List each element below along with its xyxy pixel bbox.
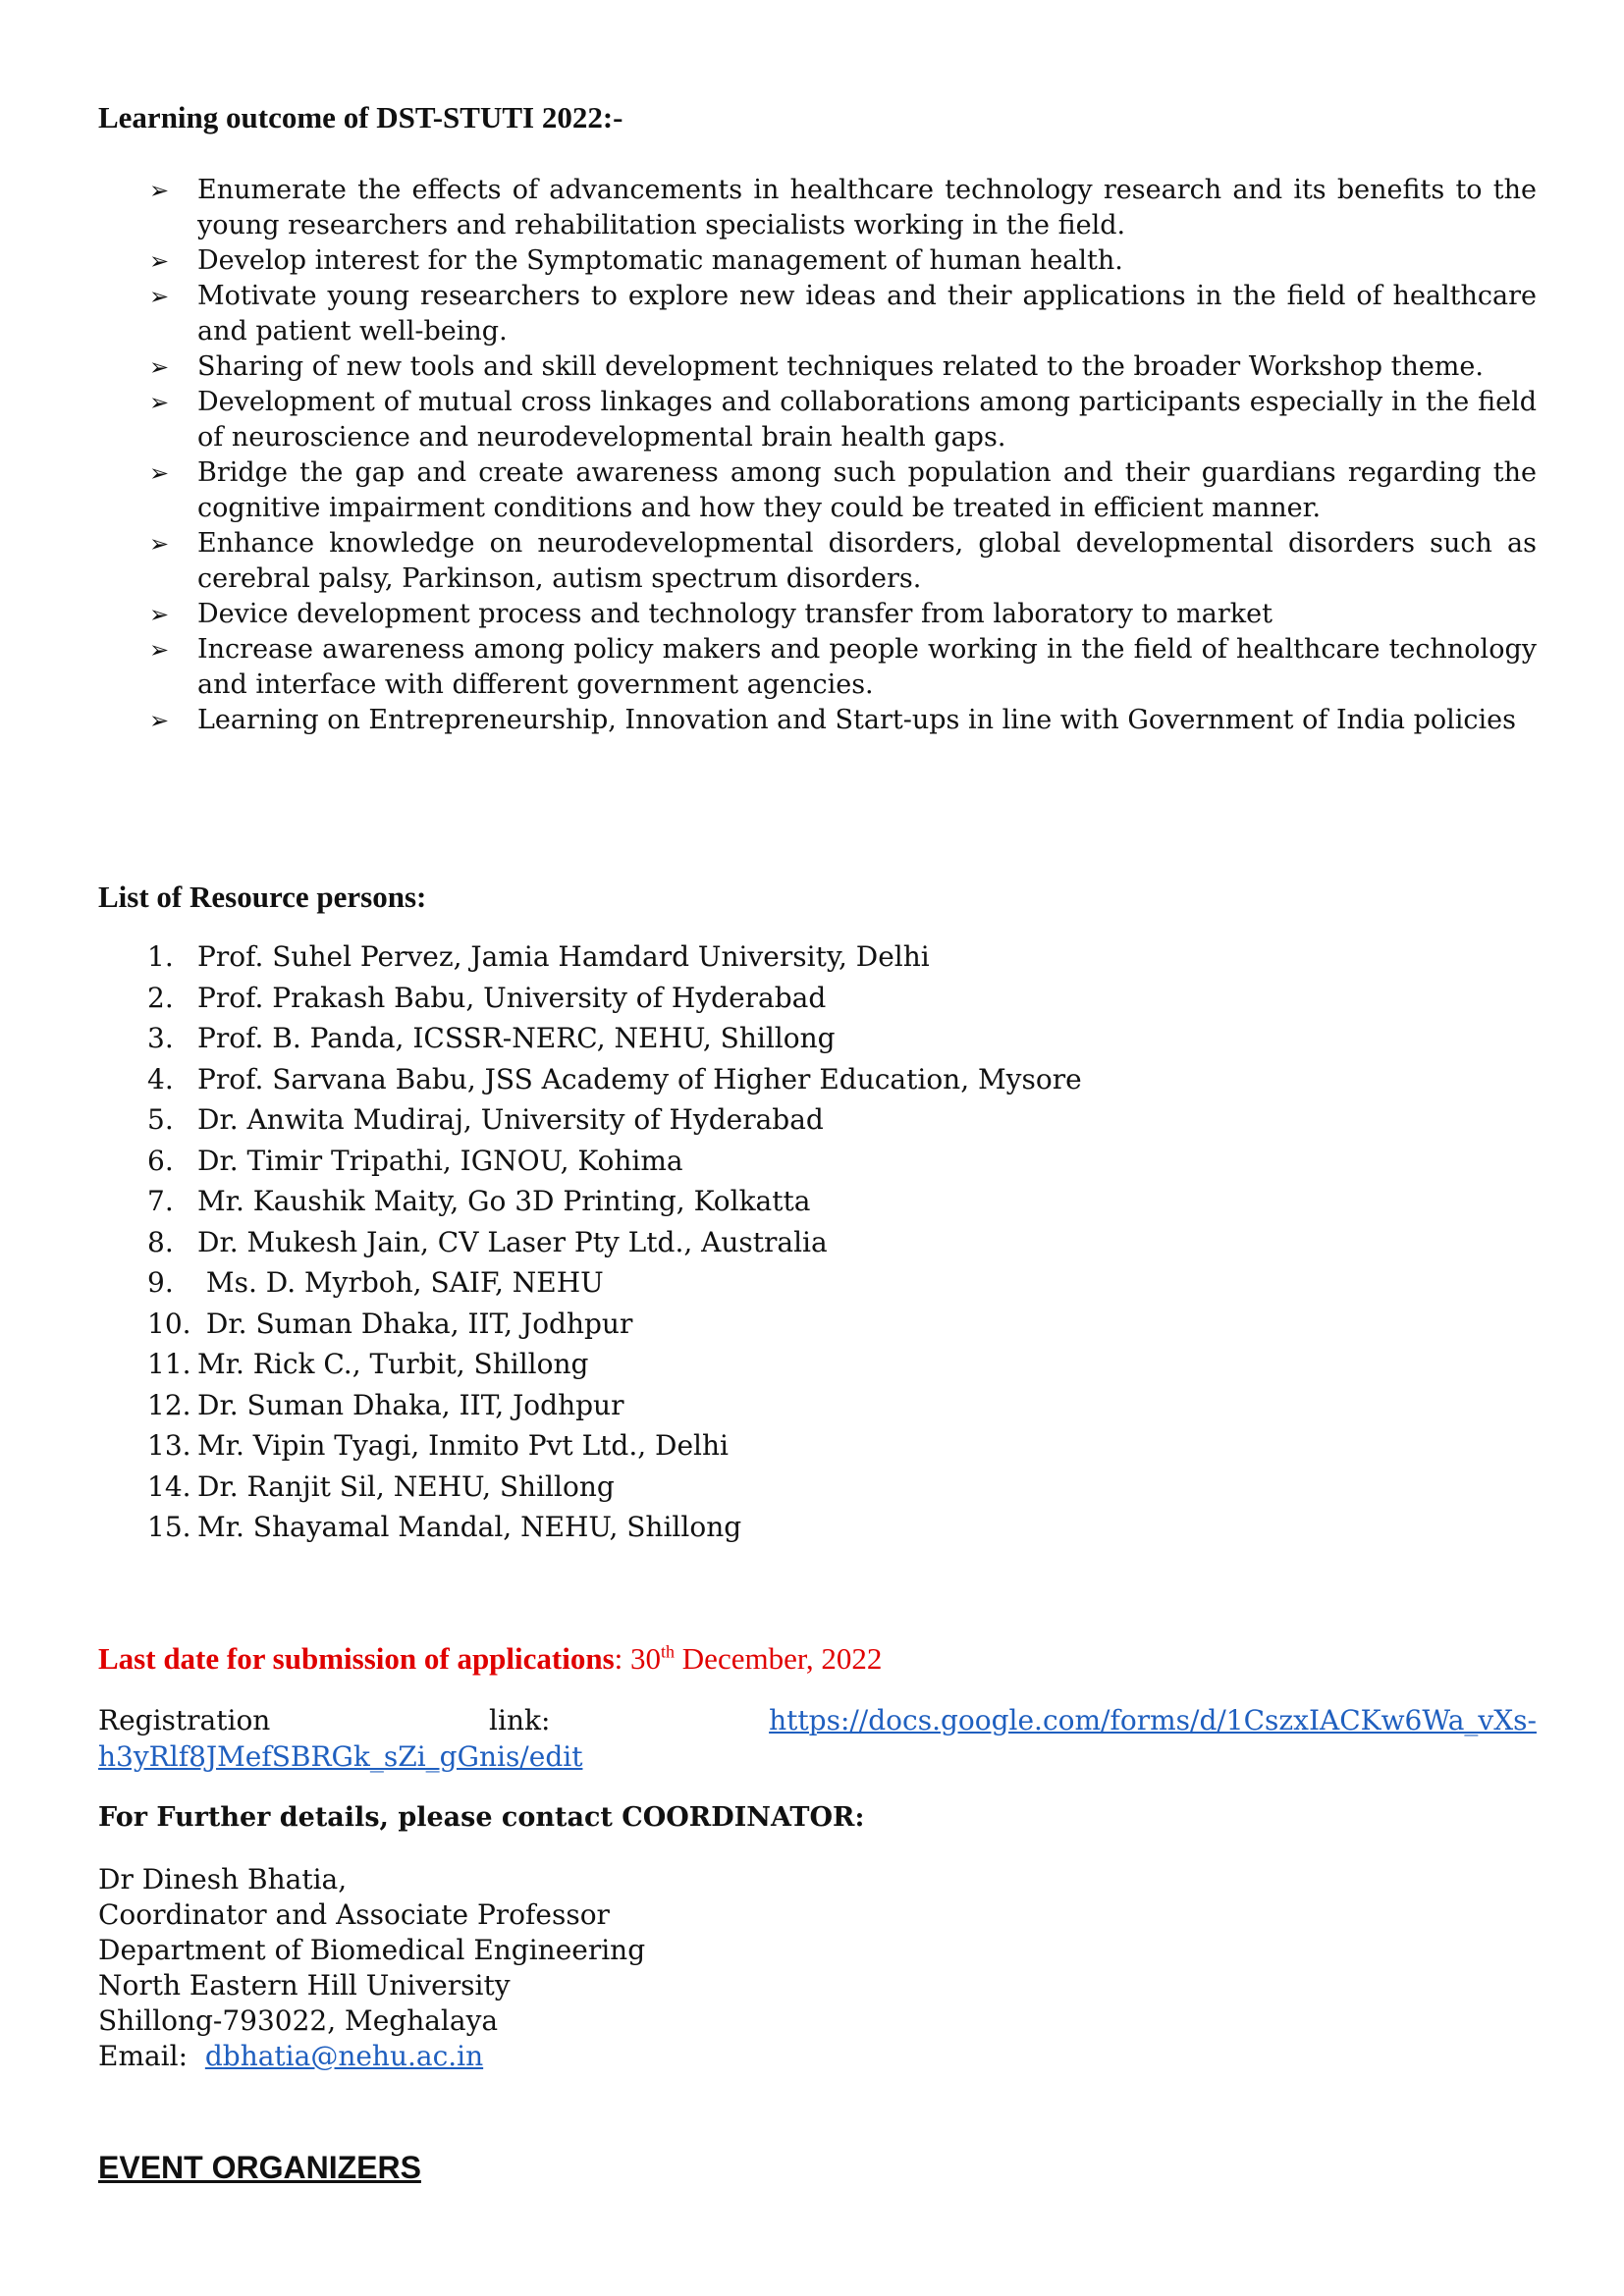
list-item: ➢ Development of mutual cross linkages and collaborations among participants especially in the field of neuroscience and neurodevelopmental brain health gaps. <box>149 387 1537 453</box>
arrow-bullet-icon: ➢ <box>149 389 170 416</box>
arrow-bullet-icon: ➢ <box>149 177 170 204</box>
list-item: 13. Mr. Vipin Tyagi, Inmito Pvt Ltd., Delhi <box>147 1429 729 1462</box>
list-item: 3. Prof. B. Panda, ICSSR-NERC, NEHU, Shillong <box>147 1022 836 1054</box>
arrow-bullet-icon: ➢ <box>149 530 170 558</box>
arrow-bullet-icon: ➢ <box>149 636 170 664</box>
list-item: ➢ Develop interest for the Symptomatic management of human health. <box>98 243 1537 279</box>
arrow-bullet-icon: ➢ <box>149 707 170 734</box>
list-item: 15. Mr. Shayamal Mandal, NEHU, Shillong <box>147 1511 742 1543</box>
arrow-bullet-icon: ➢ <box>149 601 170 628</box>
event-organizers-heading: EVENT ORGANIZERS <box>98 2150 421 2185</box>
learning-outcome-heading: Learning outcome of DST-STUTI 2022:- <box>98 100 623 134</box>
submission-deadline: Last date for submission of applications: 30th December, 2022 <box>98 1641 883 1676</box>
list-item: ➢ Sharing of new tools and skill development techniques related to the broader Workshop theme. <box>98 349 1537 385</box>
resource-persons-list <box>98 936 1082 1548</box>
learning-outcome-list <box>98 173 1537 738</box>
list-item: 14. Dr. Ranjit Sil, NEHU, Shillong <box>147 1469 615 1503</box>
list-item: ➢ Device development process and technology transfer from laboratory to market <box>98 597 1537 632</box>
list-item: ➢ Enhance knowledge on neurodevelopmental disorders, global developmental disorders such as cerebral palsy, Parkinson, autism spectrum disorders. <box>149 528 1537 594</box>
list-item: 12. Dr. Suman Dhaka, IIT, Jodhpur <box>147 1388 624 1421</box>
contact-name: Dr Dinesh Bhatia, <box>98 1863 348 1896</box>
list-item: 1. Prof. Suhel Pervez, Jamia Hamdard University, Delhi <box>147 940 930 973</box>
arrow-bullet-icon: ➢ <box>149 283 170 310</box>
list-item: 4. Prof. Sarvana Babu, JSS Academy of Higher Education, Mysore <box>147 1062 1082 1095</box>
list-item: ➢ Enumerate the effects of advancements in healthcare technology research and its benefits to the young researchers and rehabilitation specialists working in the field. <box>149 175 1537 240</box>
registration-link[interactable]: https://docs.google.com/forms/d/1CszxIACKw6Wa_vXs- <box>769 1704 1537 1736</box>
list-item: ➢ Increase awareness among policy makers and people working in the field of healthcare technology and interface with different government agencies. <box>149 634 1537 700</box>
registration-link-word: link: <box>489 1704 551 1736</box>
list-item: 8. Dr. Mukesh Jain, CV Laser Pty Ltd., Australia <box>147 1225 828 1258</box>
contact-university: North Eastern Hill University <box>98 1969 511 2002</box>
list-item: ➢ Learning on Entrepreneurship, Innovation and Start-ups in line with Government of India policies <box>98 703 1537 738</box>
deadline-label: Last date for submission of applications <box>98 1641 615 1676</box>
registration-block <box>98 1702 1537 1775</box>
list-item: 6. Dr. Timir Tripathi, IGNOU, Kohima <box>147 1144 683 1177</box>
list-item: 10. Dr. Suman Dhaka, IIT, Jodhpur <box>147 1307 633 1340</box>
list-item: ➢ Bridge the gap and create awareness among such population and their guardians regarding the cognitive impairment conditions and how they could be treated in efficient manner. <box>149 457 1537 523</box>
arrow-bullet-icon: ➢ <box>149 353 170 381</box>
arrow-bullet-icon: ➢ <box>149 247 170 275</box>
list-item: 7. Mr. Kaushik Maity, Go 3D Printing, Kolkatta <box>147 1185 811 1217</box>
contact-designation: Coordinator and Associate Professor <box>98 1898 610 1931</box>
list-item: 2. Prof. Prakash Babu, University of Hyderabad <box>147 981 827 1014</box>
contact-department: Department of Biomedical Engineering <box>98 1934 646 1966</box>
contact-email-row <box>98 2039 645 2074</box>
list-item: ➢ Motivate young researchers to explore new ideas and their applications in the field of healthcare and patient well-being. <box>149 281 1537 347</box>
contact-heading: For Further details, please contact COORDINATOR: <box>98 1802 865 1833</box>
coordinator-contact <box>98 1862 645 2074</box>
list-item: 5. Dr. Anwita Mudiraj, University of Hyderabad <box>147 1103 824 1136</box>
registration-link-continued[interactable]: h3yRlf8JMefSBRGk_sZi_gGnis/edit <box>98 1740 583 1773</box>
list-item: 9. Ms. D. Myrboh, SAIF, NEHU <box>147 1266 604 1299</box>
registration-label: Registration <box>98 1704 271 1736</box>
resource-persons-heading: List of Resource persons: <box>98 880 427 914</box>
list-item: 11. Mr. Rick C., Turbit, Shillong <box>147 1348 589 1380</box>
email-link[interactable]: dbhatia@nehu.ac.in <box>204 2040 484 2072</box>
document-page <box>98 0 1537 2296</box>
email-label: Email: <box>98 2040 189 2072</box>
arrow-bullet-icon: ➢ <box>149 459 170 487</box>
contact-address: Shillong-793022, Meghalaya <box>98 2004 499 2037</box>
